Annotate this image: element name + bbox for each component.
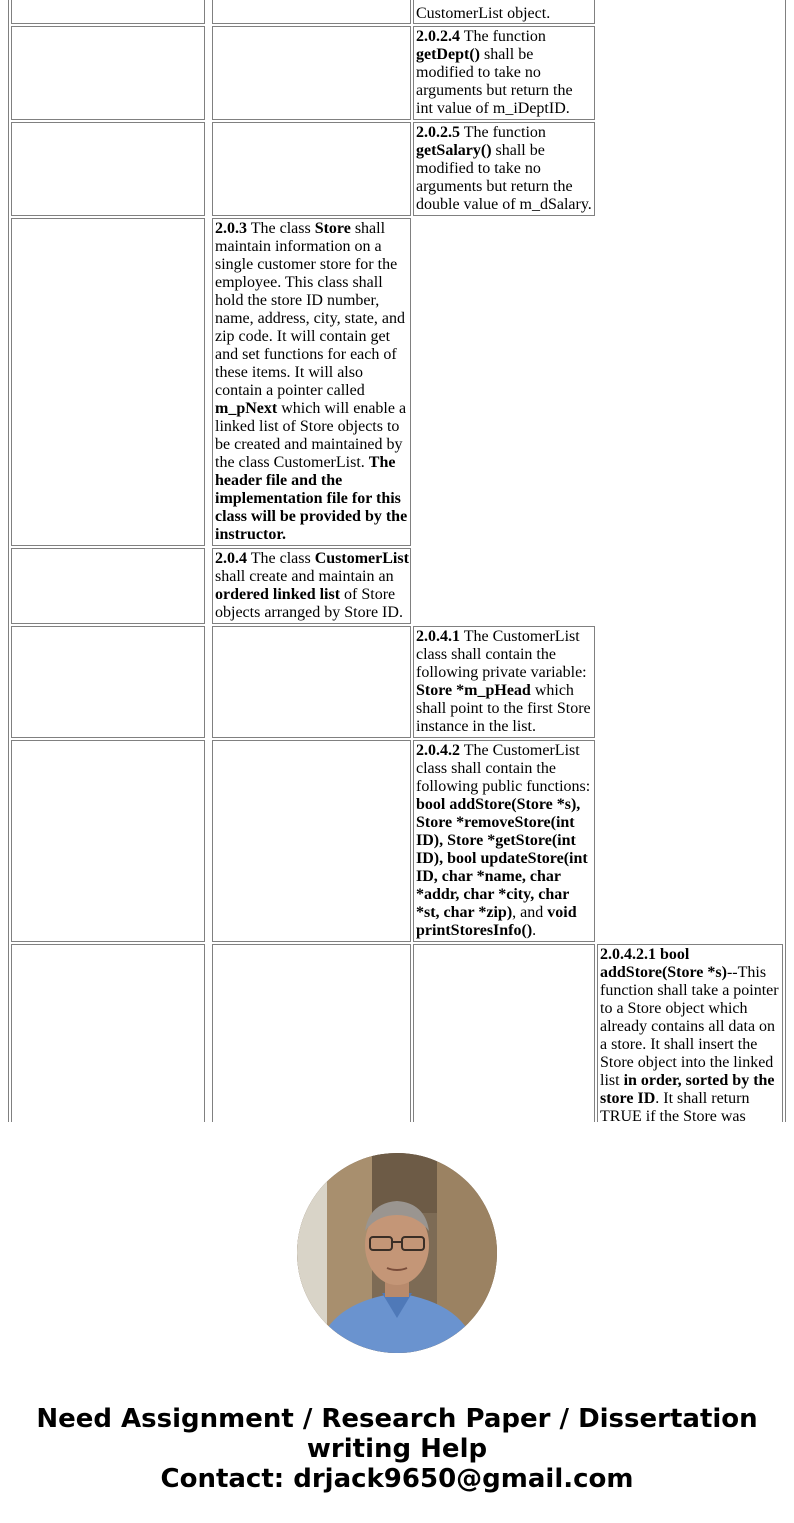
table-cell	[212, 740, 411, 942]
promo-section	[0, 1122, 794, 1523]
table-cell	[212, 0, 411, 24]
text-run: The header file and the implementation file for this class will be provided by the instructor.	[215, 454, 408, 543]
text-run: void printStoresInfo()	[416, 904, 577, 939]
table-cell	[212, 26, 411, 120]
promo-message	[0, 1404, 794, 1494]
author-photo	[297, 1153, 497, 1353]
promo-line-3: Contact: drjack9650@gmail.com	[160, 1464, 634, 1494]
table-cell	[212, 944, 411, 1122]
req-2-0-4-2-1	[597, 944, 783, 1122]
text-run: of Store objects arranged by Store ID.	[215, 586, 403, 621]
text-run: shall be modified to take no arguments but return the double value of m_dSalary.	[416, 142, 592, 213]
table-cell	[11, 122, 205, 216]
text-run: . It shall return TRUE if the Store was	[600, 1090, 750, 1122]
req-2-0-2-5	[413, 122, 595, 216]
text-run: getDept()	[416, 46, 480, 63]
table-cell	[11, 0, 205, 24]
table-cell	[11, 944, 205, 1122]
text-run: 2.0.2.5	[416, 124, 460, 141]
req-2-0-3	[212, 218, 411, 546]
text-run: shall maintain information on a single customer store for the employee. This class shall hold the store ID number, name, address, city, state, and zip code. It will contain get and set functions for each of these items. It will also contain a pointer called	[215, 220, 406, 399]
text-run: shall be modified to take no arguments but return the int value of m_iDeptID.	[416, 46, 573, 117]
text-run: 2.0.4.2.1 bool addStore(Store *s)	[600, 946, 727, 981]
text-run: getSalary()	[416, 142, 492, 159]
req-cell-row0: CustomerList object.	[413, 0, 595, 24]
text-run: 2.0.4.1	[416, 628, 460, 645]
text-run: which will enable a linked list of Store objects to be created and maintained by the class CustomerList.	[215, 400, 407, 471]
req-2-0-2-4	[413, 26, 595, 120]
text-run: The class	[247, 220, 315, 237]
text-run: The CustomerList class shall contain the following private variable:	[416, 628, 587, 681]
text-run: .	[532, 922, 537, 939]
text-run: Store *m_pHead	[416, 682, 531, 699]
text-run: --This function shall take a pointer to a Store object which already contains all data on a store. It shall insert the Store object into the linked list	[600, 964, 779, 1089]
table-cell	[212, 122, 411, 216]
text-run: CustomerList	[314, 550, 409, 567]
table-cell	[11, 218, 205, 546]
table-cell	[212, 626, 411, 738]
req-2-0-4	[212, 548, 411, 624]
text-run: shall create and maintain an	[215, 568, 394, 585]
table-cell	[11, 548, 205, 624]
text-run: which shall point to the first Store instance in the list.	[416, 682, 591, 735]
text-run: m_pNext	[215, 400, 278, 417]
text-run: 2.0.2.4	[416, 28, 460, 45]
table-cell	[11, 26, 205, 120]
text-run: bool addStore(Store *s), Store *removeStore(int ID), Store *getStore(int ID), bool updateStore(int ID, char *name, char *addr, char *city, char *st, char *zip)	[416, 796, 588, 921]
text-run: 2.0.3	[215, 220, 247, 237]
table-cell	[11, 740, 205, 942]
text-run: The CustomerList class shall contain the following public functions:	[416, 742, 591, 795]
text-run: ordered linked list	[215, 586, 341, 603]
text-run: 2.0.4	[215, 550, 247, 567]
text-run: in order, sorted by the store ID	[600, 1072, 775, 1107]
text-run: The class	[247, 550, 315, 567]
text-run: Store	[314, 220, 351, 237]
text-run: 2.0.4.2	[416, 742, 460, 759]
table-cell	[11, 626, 205, 738]
text-run: The function	[460, 28, 546, 45]
req-2-0-4-2	[413, 740, 595, 942]
promo-line-1: Need Assignment / Research Paper / Dissertation	[36, 1404, 758, 1434]
text-run: The function	[460, 124, 546, 141]
table-cell	[413, 944, 595, 1122]
promo-line-2: writing Help	[306, 1434, 488, 1464]
text-run: , and	[512, 904, 548, 921]
req-2-0-4-1	[413, 626, 595, 738]
